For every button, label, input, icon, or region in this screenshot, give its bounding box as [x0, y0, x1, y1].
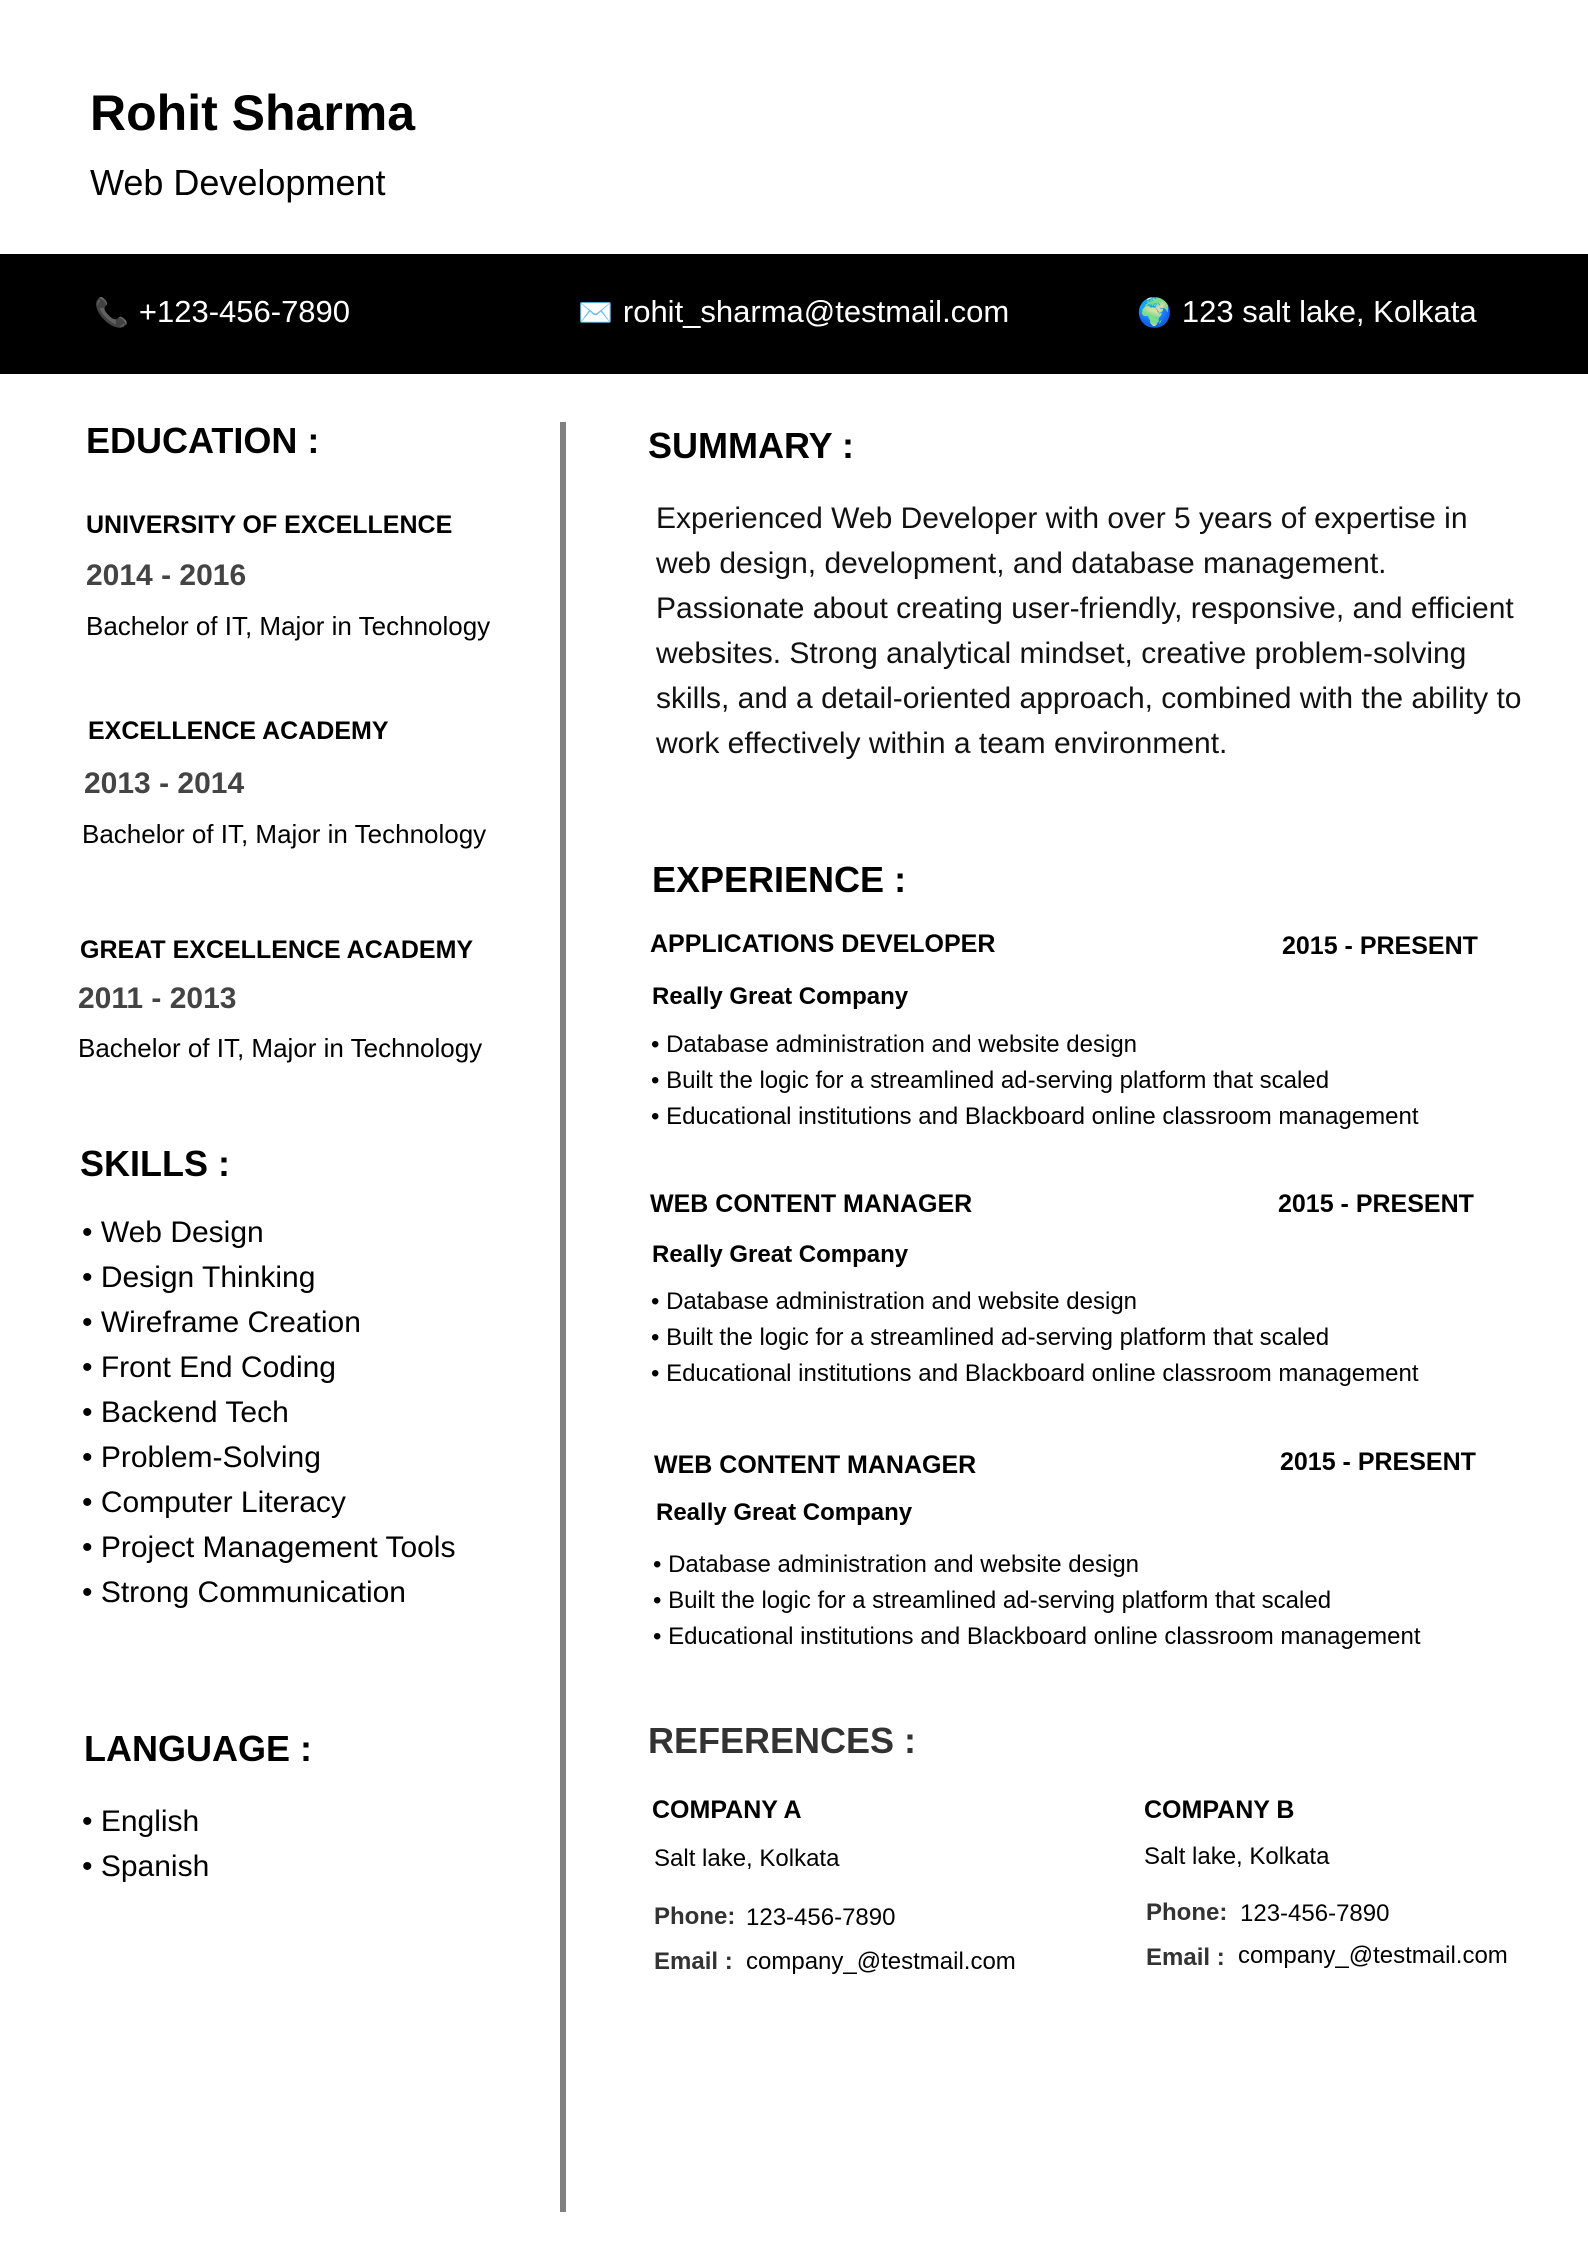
job-dates: 2015 - PRESENT	[1282, 932, 1478, 960]
education-years: 2011 - 2013	[78, 982, 237, 1015]
job-company: Really Great Company	[652, 1241, 909, 1268]
contact-address	[1137, 294, 1477, 330]
contact-phone	[94, 294, 350, 330]
skill-item: • Backend Tech	[82, 1396, 289, 1429]
reference-email: company_@testmail.com	[1238, 1942, 1508, 1969]
reference-phone: 123-456-7890	[746, 1904, 896, 1931]
job-title: APPLICATIONS DEVELOPER	[650, 930, 996, 958]
contact-email-text: rohit_sharma@testmail.com	[622, 294, 1010, 329]
skills-heading: SKILLS :	[80, 1143, 230, 1184]
reference-company: COMPANY A	[652, 1796, 802, 1824]
skill-item: • Problem-Solving	[82, 1441, 321, 1474]
education-years: 2013 - 2014	[84, 767, 245, 800]
job-company: Really Great Company	[652, 983, 909, 1010]
skill-item: • Wireframe Creation	[82, 1306, 361, 1339]
job-dates: 2015 - PRESENT	[1280, 1448, 1476, 1476]
resume-role: Web Development	[90, 162, 386, 203]
reference-email: company_@testmail.com	[746, 1948, 1016, 1975]
education-degree: Bachelor of IT, Major in Technology	[78, 1033, 483, 1063]
job-bullet: • Educational institutions and Blackboard online classroom management	[651, 1360, 1419, 1387]
job-title: WEB CONTENT MANAGER	[654, 1451, 977, 1479]
reference-address: Salt lake, Kolkata	[654, 1845, 840, 1872]
reference-email-label: Email :	[654, 1948, 733, 1975]
skill-item: • Web Design	[82, 1216, 264, 1249]
globe-icon: 🌍	[1137, 296, 1172, 328]
job-bullet: • Built the logic for a streamlined ad-serving platform that scaled	[651, 1067, 1330, 1094]
language-heading: LANGUAGE :	[84, 1728, 312, 1769]
job-bullet: • Database administration and website design	[653, 1551, 1140, 1578]
job-bullet: • Built the logic for a streamlined ad-serving platform that scaled	[651, 1324, 1330, 1351]
job-bullet: • Database administration and website design	[651, 1031, 1138, 1058]
contact-email	[578, 294, 1009, 330]
skill-item: • Computer Literacy	[82, 1486, 346, 1519]
education-school: EXCELLENCE ACADEMY	[88, 717, 389, 745]
job-bullet: • Educational institutions and Blackboard online classroom management	[653, 1623, 1421, 1650]
skill-item: • Strong Communication	[82, 1576, 406, 1609]
education-degree: Bachelor of IT, Major in Technology	[86, 611, 491, 641]
skill-item: • Front End Coding	[82, 1351, 336, 1384]
job-company: Really Great Company	[656, 1499, 913, 1526]
language-item: • English	[82, 1805, 200, 1838]
contact-phone-text: +123-456-7890	[138, 294, 351, 329]
experience-heading: EXPERIENCE :	[652, 859, 907, 900]
skill-item: • Project Management Tools	[82, 1531, 456, 1564]
education-degree: Bachelor of IT, Major in Technology	[82, 819, 487, 849]
job-bullet: • Built the logic for a streamlined ad-serving platform that scaled	[653, 1587, 1332, 1614]
resume-name: Rohit Sharma	[90, 85, 416, 141]
reference-company: COMPANY B	[1144, 1796, 1295, 1824]
job-title: WEB CONTENT MANAGER	[650, 1190, 973, 1218]
education-years: 2014 - 2016	[86, 559, 247, 592]
envelope-icon: ✉️	[578, 296, 613, 328]
education-school: UNIVERSITY OF EXCELLENCE	[86, 511, 453, 539]
education-school: GREAT EXCELLENCE ACADEMY	[80, 936, 474, 964]
job-bullet: • Database administration and website design	[651, 1288, 1138, 1315]
education-heading: EDUCATION :	[86, 420, 320, 461]
contact-address-text: 123 salt lake, Kolkata	[1181, 294, 1477, 329]
reference-email-label: Email :	[1146, 1944, 1225, 1971]
references-heading: REFERENCES :	[648, 1720, 917, 1761]
summary-heading: SUMMARY :	[648, 425, 854, 466]
phone-icon: 📞	[94, 296, 129, 328]
reference-phone-label: Phone:	[654, 1903, 736, 1930]
contact-bar	[0, 254, 1588, 374]
reference-phone: 123-456-7890	[1240, 1900, 1390, 1927]
reference-phone-label: Phone:	[1146, 1899, 1228, 1926]
job-dates: 2015 - PRESENT	[1278, 1190, 1474, 1218]
column-divider	[560, 422, 566, 2212]
language-item: • Spanish	[82, 1850, 210, 1883]
summary-text: Experienced Web Developer with over 5 years of expertise in web design, development, and database management. Passionate about creating user-friendly, responsive, and efficient websites. Strong analytical mindset, creative problem-solving skills, and a detail-oriented approach, combined with the ability to work effectively within a team environment.	[656, 502, 1522, 760]
skill-item: • Design Thinking	[82, 1261, 316, 1294]
reference-address: Salt lake, Kolkata	[1144, 1843, 1330, 1870]
job-bullet: • Educational institutions and Blackboard online classroom management	[651, 1103, 1419, 1130]
